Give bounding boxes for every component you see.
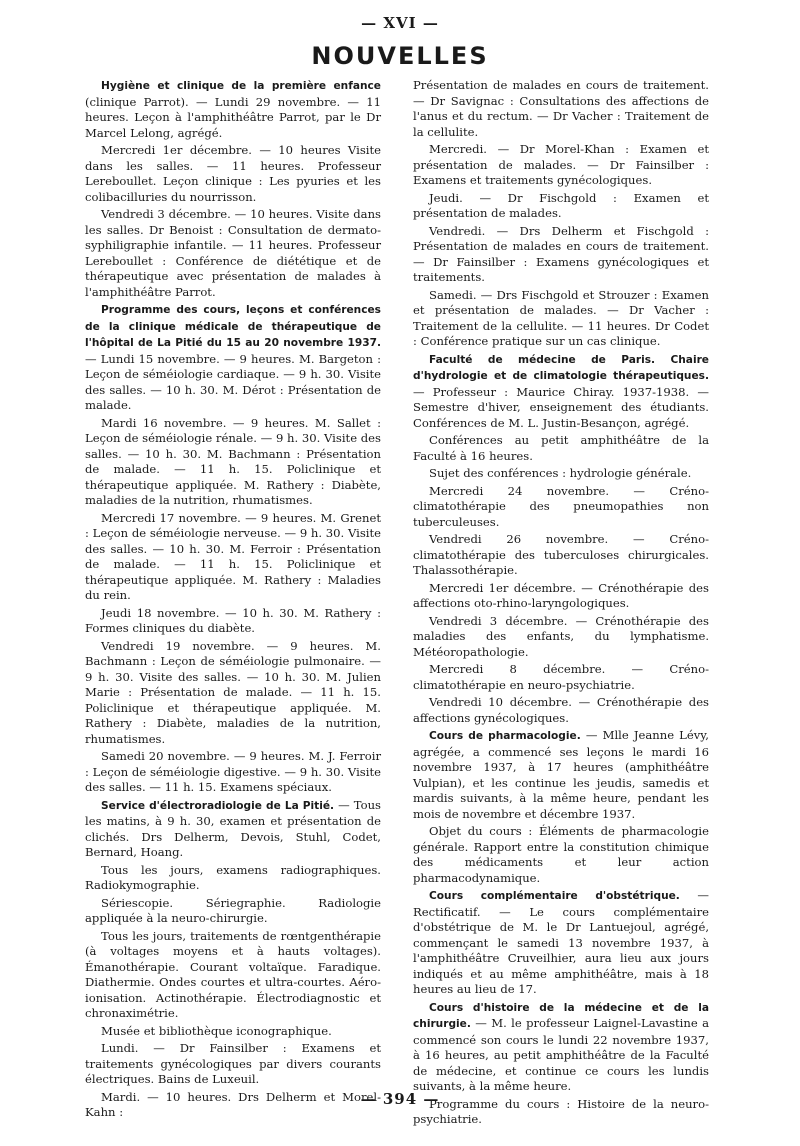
paragraph-text: Vendredi 26 novembre. — Créno-climatothérapie des tuberculoses chirurgicales. Thalassothérapie. xyxy=(413,532,709,577)
paragraph xyxy=(85,896,381,927)
paragraph xyxy=(413,581,709,612)
paragraph-text: Tous les jours, traitements de rœntgenthérapie (à voltages moyens et à hauts voltages). Émanothérapie. Courant voltaïque. Faradique. Diathermie. Ondes courtes et ultra-courtes. Aéro-ionisation. Actinothérapie. Électrodiagnostic et chronaximétrie. xyxy=(85,928,381,1020)
paragraph-text: Vendredi 19 novembre. — 9 heures. M. Bachmann : Leçon de séméiologie pulmonaire. — 9 h. 30. Visite des salles. — 10 h. 30. M. Julien Marie : Présentation de malade. — 11 h. 15. Policlinique et thérapeutique appliquée. M. Rathery : Diabète, maladies de la nutrition, rhumatismes. xyxy=(85,638,381,746)
paragraph xyxy=(413,484,709,531)
paragraph xyxy=(413,191,709,222)
paragraph-text: Mercredi 24 novembre. — Créno-climatothérapie des pneumopathies non tuberculeuses. xyxy=(413,483,709,529)
paragraph xyxy=(413,695,709,726)
paragraph-text: Vendredi 10 décembre. — Crénothérapie des affections gynécologiques. xyxy=(413,695,709,725)
paragraph xyxy=(413,824,709,886)
paragraph-text: (clinique Parrot). — Lundi 29 novembre. — 11 heures. Leçon à l'amphithéâtre Parrot, par le Dr Marcel Lelong, agrégé. xyxy=(85,94,381,140)
paragraph-text: Musée et bibliothèque iconographique. xyxy=(101,1023,332,1038)
paragraph xyxy=(413,1000,709,1095)
paragraph xyxy=(85,207,381,300)
paragraph-text: — Rectificatif. — Le cours complémentaire d'obstétrique de M. le Dr Lantuejoul, agrégé, commençant le samedi 13 novembre 1937, à l'amphithéâtre Cruveilhier, aura lieu aux jours indiqués et au même amphithéâtre, mais à 18 heures au lieu de 17. xyxy=(413,888,710,996)
paragraph-text: — Mlle Jeanne Lévy, agrégée, a commencé ses leçons le mardi 16 novembre 1937, à 17 heures (amphithéâtre Vulpian), et les continue les jeudis, samedis et mardis suivants, à la même heure, pendant les mois de novembre et décembre 1937. xyxy=(413,728,709,821)
paragraph-text: — M. le professeur Laignel-Lavastine a commencé son cours le lundi 22 novembre 1937, à 16 heures, au petit amphithéâtre de la Faculté de médecine, et continue ce cours les lundis suivants, à la même heure. xyxy=(413,1016,709,1093)
paragraph xyxy=(85,1041,381,1088)
section-heading: Cours d'histoire de la médecine et de la chirurgie. xyxy=(413,1001,709,1030)
paragraph-text: Jeudi 18 novembre. — 10 h. 30. M. Rathery : Formes cliniques du diabète. xyxy=(85,605,381,635)
paragraph-text: Conférences au petit amphithéâtre de la Faculté à 16 heures. xyxy=(413,433,709,463)
paragraph xyxy=(85,416,381,509)
paragraph xyxy=(413,614,709,661)
section-heading: Cours complémentaire d'obstétrique. xyxy=(429,890,680,902)
paragraph xyxy=(85,78,381,141)
paragraph-text: Vendredi 3 décembre. — Crénothérapie des maladies des enfants, du lymphatisme. Météoropathologie. xyxy=(413,613,709,659)
left-column xyxy=(85,78,381,1123)
paragraph-text: Samedi 20 novembre. — 9 heures. M. J. Ferroir : Leçon de séméiologie digestive. — 9 h. 30. Visite des salles. — 11 h. 15. Examens spéciaux. xyxy=(85,749,381,794)
paragraph xyxy=(85,749,381,796)
paragraph xyxy=(413,728,709,822)
paragraph-text: — Tous les matins, à 9 h. 30, examen et présentation de clichés. Drs Delherm, Devois, Stuhl, Codet, Bernard, Hoang. xyxy=(85,797,382,859)
paragraph-text: Mercredi 1er décembre. — Crénothérapie des affections oto-rhino-laryngologiques. xyxy=(413,580,709,610)
paragraph-text: Lundi. — Dr Fainsilber : Examens et traitements gynécologiques par divers courants électriques. Bains de Luxeuil. xyxy=(85,1041,381,1086)
paragraph-text: Programme du cours : Histoire de la neuro-psychiatrie. xyxy=(413,1096,709,1126)
section-heading: Cours de pharmacologie. xyxy=(429,730,581,742)
paragraph xyxy=(85,639,381,748)
paragraph-text: Mercredi 1er décembre. — 10 heures Visite dans les salles. — 11 heures. Professeur Lereboullet. Leçon clinique : Les pyuries et les colibacilluries du nourrisson. xyxy=(85,143,381,204)
section-heading: Programme des cours, leçons et conférences de la clinique médicale de thérapeutique de l'hôpital de La Pitié du 15 au 20 novembre 1937. xyxy=(85,304,381,349)
paragraph xyxy=(413,288,709,350)
paragraph xyxy=(85,143,381,205)
paragraph-text: Tous les jours, examens radiographiques. Radiokymographie. xyxy=(85,862,381,892)
paragraph-text: Mardi 16 novembre. — 9 heures. M. Sallet : Leçon de séméiologie rénale. — 9 h. 30. Visite des salles. — 10 h. 30. M. Bachmann : Présentation de malade. — 11 h. 15. Policlinique et thérapeutique appliquée. M. Rathery : Diabète, maladies de la nutrition, rhumatismes. xyxy=(85,415,381,507)
paragraph xyxy=(85,929,381,1022)
paragraph xyxy=(413,224,709,286)
paragraph xyxy=(85,511,381,604)
paragraph xyxy=(85,1024,381,1040)
paragraph xyxy=(85,606,381,637)
paragraph-text: Mardi. — 10 heures. Drs Delherm et Morel-Kahn : xyxy=(85,1089,381,1119)
paragraph xyxy=(413,888,709,998)
paragraph-text: Sujet des conférences : hydrologie générale. xyxy=(429,466,692,480)
paragraph-text: Objet du cours : Éléments de pharmacologie générale. Rapport entre la constitution chimique des médicaments et leur action pharmacodynamique. xyxy=(413,824,709,885)
paragraph-text: — Lundi 15 novembre. — 9 heures. M. Bargeton : Leçon de séméiologie cardiaque. — 9 h. 30. Visite des salles. — 10 h. 30. M. Dérot : Présentation de malade. xyxy=(85,351,381,412)
paragraph-text: Vendredi. — Drs Delherm et Fischgold : Présentation de malades en cours de traitement. — Dr Fainsilber : Examens gynécologiques et traitements. xyxy=(413,223,709,284)
paragraph xyxy=(413,532,709,579)
page-title: NOUVELLES xyxy=(311,42,489,70)
paragraph xyxy=(413,352,709,432)
paragraph-text: Jeudi. — Dr Fischgold : Examen et présentation de malades. xyxy=(413,190,709,220)
paragraph-text: Mercredi 17 novembre. — 9 heures. M. Grenet : Leçon de séméiologie nerveuse. — 9 h. 30. Visite des salles. — 10 h. 30. M. Ferroir : Présentation de malade. — 11 h. 15. Policlinique et thérapeutique appliquée. M. Rathery : Maladies du rein. xyxy=(85,510,381,602)
section-heading: Service d'électroradiologie de La Pitié. xyxy=(101,799,335,812)
paragraph-text: Mercredi 8 décembre. — Créno-climatothérapie en neuro-psychiatrie. xyxy=(413,662,709,692)
paragraph xyxy=(413,466,709,482)
paragraph xyxy=(413,433,709,464)
paragraph xyxy=(85,798,381,861)
roman-page-number: — XVI — xyxy=(361,14,439,32)
paragraph xyxy=(413,142,709,189)
paragraph-text: — Professeur : Maurice Chiray. 1937-1938. — Semestre d'hiver, enseignement des étudiants. Conférences de M. L. Justin-Besançon, agrégé. xyxy=(413,384,709,430)
right-column xyxy=(413,78,709,1130)
paragraph xyxy=(413,662,709,693)
paragraph xyxy=(85,863,381,894)
page-number: — 394 — xyxy=(360,1090,440,1108)
paragraph-text: Présentation de malades en cours de traitement. — Dr Savignac : Consultations des affections de l'anus et du rectum. — Dr Vacher : Traitement de la cellulite. xyxy=(413,78,709,139)
paragraph xyxy=(85,302,381,414)
section-heading: Faculté de médecine de Paris. Chaire d'hydrologie et de climatologie thérapeutiques. xyxy=(413,353,709,382)
paragraph-text: Vendredi 3 décembre. — 10 heures. Visite dans les salles. Dr Benoist : Consultation de dermato-syphiligraphie infantile. — 11 heures. Professeur Lereboullet : Conférence de diététique et de thérapeutique avec présentation de malades à l'amphithéâtre Parrot. xyxy=(85,207,381,299)
paragraph xyxy=(413,78,709,140)
paragraph-text: Samedi. — Drs Fischgold et Strouzer : Examen et présentation de malades. — Dr Vacher : Traitement de la cellulite. — 11 heures. Dr Codet : Conférence pratique sur un cas clinique. xyxy=(413,287,709,348)
section-heading: Hygiène et clinique de la première enfance xyxy=(101,80,381,92)
paragraph-text: Sériescopie. Sériegraphie. Radiologie appliquée à la neuro-chirurgie. xyxy=(85,895,381,925)
paragraph-text: Mercredi. — Dr Morel-Khan : Examen et présentation de malades. — Dr Fainsilber : Examens et traitements gynécologiques. xyxy=(413,142,709,187)
